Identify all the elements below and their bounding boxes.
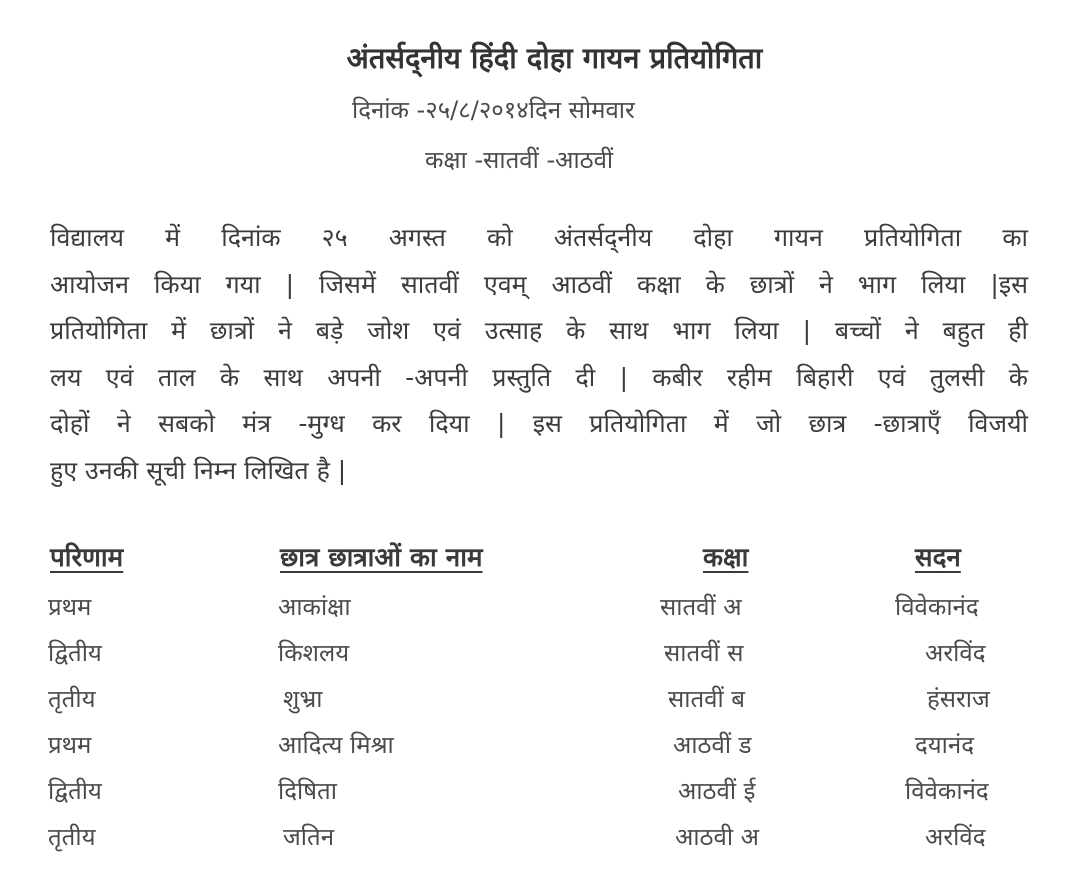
table-row — [0, 682, 1069, 728]
table-row — [0, 636, 1069, 682]
table-row — [0, 728, 1069, 774]
cell-result: प्रथम — [48, 731, 92, 759]
cell-class: सातवीं स — [664, 639, 744, 667]
description-paragraph — [50, 215, 1028, 494]
header-result: परिणाम — [50, 543, 124, 573]
header-house: सदन — [915, 543, 961, 573]
cell-house: अरविंद — [925, 639, 986, 667]
table-row — [0, 820, 1069, 866]
cell-result: द्वितीय — [48, 777, 102, 805]
table-row — [0, 774, 1069, 820]
cell-name: शुभ्रा — [283, 685, 323, 713]
cell-name: आकांक्षा — [278, 593, 351, 621]
cell-class: आठवीं ड — [673, 731, 752, 759]
paragraph-line: विद्यालय में दिनांक २५ अगस्त को अंतर्सद्नीय दोहा गायन प्रतियोगिता का — [50, 223, 1028, 252]
class-line: कक्षा -सातवीं -आठवीं — [425, 146, 614, 174]
cell-result: प्रथम — [48, 593, 92, 621]
cell-name: आदित्य मिश्रा — [278, 731, 394, 759]
cell-house: विवेकानंद — [905, 777, 989, 805]
cell-house: अरविंद — [925, 823, 986, 851]
cell-class: सातवीं अ — [660, 593, 742, 621]
cell-class: आठवीं ई — [678, 777, 756, 805]
cell-result: तृतीय — [48, 685, 96, 713]
paragraph-line: प्रतियोगिता में छात्रों ने बड़े जोश एवं उत्साह के साथ भाग लिया | बच्चों ने बहुत ही — [50, 316, 1028, 345]
cell-name: किशलय — [278, 639, 350, 667]
paragraph-line: दोहों ने सबको मंत्र -मुग्ध कर दिया | इस प्रतियोगिता में जो छात्र -छात्राएँ विजयी — [50, 409, 1028, 438]
cell-class: आठवी अ — [675, 823, 759, 851]
cell-house: विवेकानंद — [895, 593, 979, 621]
paragraph-line: लय एवं ताल के साथ अपनी -अपनी प्रस्तुति दी | कबीर रहीम बिहारी एवं तुलसी के — [50, 362, 1028, 392]
table-row — [0, 590, 1069, 636]
header-class: कक्षा — [703, 543, 749, 573]
cell-result: द्वितीय — [48, 639, 102, 667]
paragraph-line: आयोजन किया गया | जिसमें सातवीं एवम् आठवीं कक्षा के छात्रों ने भाग लिया |इस — [50, 269, 1028, 299]
date-line: दिनांक -२५/८/२०१४दिन सोमवार — [352, 96, 635, 124]
cell-name: दिषिता — [278, 777, 337, 805]
paragraph-line: हुए उनकी सूची निम्न लिखित है | — [50, 455, 347, 485]
cell-name: जतिन — [283, 823, 335, 851]
cell-house: दयानंद — [915, 731, 974, 759]
document-title: अंतर्सद्नीय हिंदी दोहा गायन प्रतियोगिता — [346, 41, 763, 75]
cell-class: सातवीं ब — [668, 685, 746, 713]
cell-house: हंसराज — [927, 685, 990, 713]
cell-result: तृतीय — [48, 823, 96, 851]
header-name: छात्र छात्राओं का नाम — [280, 543, 483, 573]
